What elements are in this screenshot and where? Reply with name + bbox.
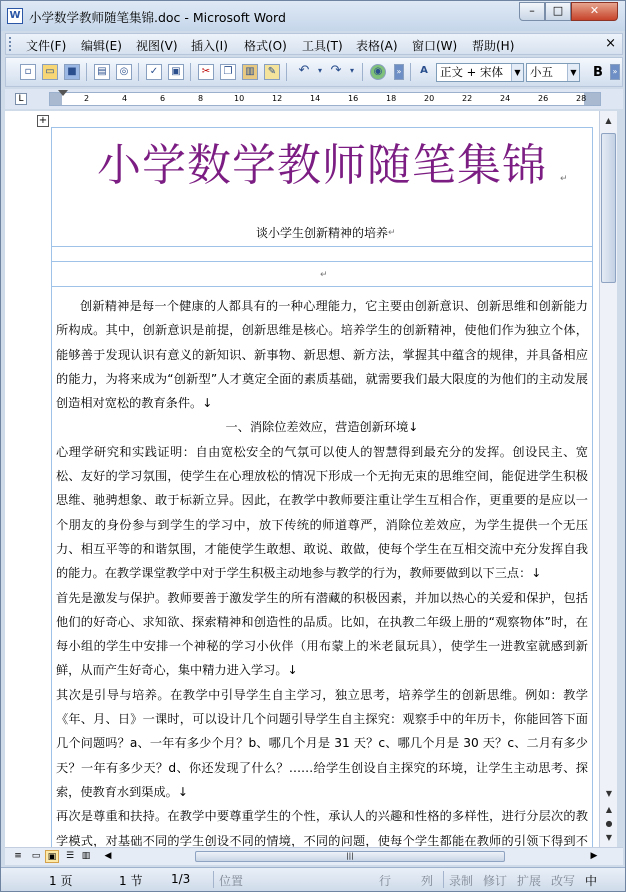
- styles-pane-icon[interactable]: A: [420, 65, 428, 76]
- font-size-combo-value: 小五: [530, 65, 553, 79]
- web-layout-icon[interactable]: ▭: [31, 851, 41, 861]
- menu-view[interactable]: 视图(V): [136, 39, 178, 53]
- menu-format[interactable]: 格式(O): [244, 39, 287, 53]
- scroll-right-icon[interactable]: ▶: [590, 851, 598, 861]
- hyperlink-icon[interactable]: ◉: [370, 64, 386, 80]
- menu-file[interactable]: 文件(F): [26, 39, 67, 53]
- save-icon[interactable]: ■: [64, 64, 80, 80]
- status-extend[interactable]: 扩展: [517, 874, 542, 888]
- ruler-tick: 26: [538, 94, 549, 103]
- menu-window[interactable]: 窗口(W): [412, 39, 458, 53]
- status-language: 中: [585, 874, 598, 888]
- status-page-of: 1/3: [171, 872, 191, 886]
- spelling-icon[interactable]: ✓: [146, 64, 162, 80]
- formatting-options-icon[interactable]: »: [610, 64, 620, 80]
- section-heading: 一、消除位差效应，营造创新环境↓: [225, 420, 419, 435]
- ruler-row: [5, 89, 623, 109]
- toolbar-options-icon[interactable]: »: [394, 64, 404, 80]
- menu-bar: [5, 33, 623, 55]
- previous-page-icon[interactable]: ▲: [605, 805, 613, 814]
- status-overtype[interactable]: 改写: [551, 874, 576, 888]
- reading-layout-icon[interactable]: ▥: [81, 851, 91, 861]
- window-title: 小学数学教师随笔集锦.doc - Microsoft Word: [29, 10, 286, 25]
- browse-object-icon[interactable]: ●: [605, 819, 613, 828]
- cut-icon[interactable]: ✂: [198, 64, 214, 80]
- ruler-tick: 10: [234, 94, 245, 103]
- print-preview-icon[interactable]: ◎: [116, 64, 132, 80]
- scroll-left-icon[interactable]: ◀: [104, 851, 112, 861]
- style-combo-value: 正文 + 宋体: [440, 65, 503, 79]
- ruler-tick: 12: [272, 94, 283, 103]
- title-bar: [1, 1, 625, 31]
- horizontal-scroll-row: [5, 847, 623, 865]
- vertical-scroll-thumb[interactable]: [601, 133, 616, 283]
- vertical-scrollbar[interactable]: [599, 111, 617, 847]
- scroll-down-icon[interactable]: ▼: [605, 789, 613, 798]
- font-size-dropdown-icon[interactable]: ▼: [567, 64, 579, 81]
- print-layout-icon[interactable]: ▣: [45, 850, 59, 863]
- body-paragraph: 再次是尊重和扶持。在教学中要尊重学生的个性，承认人的兴趣和性格的多样性，进行分层次的教学模式，对基础不同的学生创设不同的情境，不同的问题，使每个学生都能在教师的引领下得到不: [56, 809, 588, 847]
- menu-tools[interactable]: 工具(T): [302, 39, 343, 53]
- bold-button[interactable]: B: [593, 65, 603, 80]
- font-size-combo[interactable]: [526, 63, 580, 82]
- menu-insert[interactable]: 插入(I): [191, 39, 228, 53]
- status-position: 位置: [219, 874, 244, 888]
- ruler-tick: 28: [576, 94, 587, 103]
- body-paragraph: 其次是引导与培养。在教学中引导学生自主学习，独立思考，培养学生的创新思维。例如：教学《年、月、日》一课时，可以设计几个问题引导学生自主探究：观察手中的年历卡，你能回答下面几个问题吗？a、一年有多少个月？b、哪几个月是 31 天？c、哪几个月是 30 天？c、二月有多少天？一年有多少天？d、你还发现了什么？……给学生创设自主探究的环境，让学生主动思考、探索，使教育水到渠成。↓: [56, 687, 588, 799]
- document-area[interactable]: [5, 111, 599, 847]
- word-app-icon[interactable]: W: [7, 8, 23, 24]
- maximize-button[interactable]: □: [545, 2, 571, 21]
- menu-grip-icon[interactable]: [9, 37, 13, 51]
- table-move-handle-icon[interactable]: +: [38, 115, 48, 126]
- document-subtitle: 谈小学生创新精神的培养 ↵: [255, 226, 396, 240]
- paragraph-mark: ↵: [320, 270, 328, 280]
- ruler-tick: 20: [424, 94, 435, 103]
- copy-icon[interactable]: ❐: [220, 64, 236, 80]
- scroll-up-icon[interactable]: ▲: [605, 116, 612, 125]
- paragraph-mark: ↵: [560, 174, 568, 184]
- menu-help[interactable]: 帮助(H): [472, 39, 515, 53]
- tab-selector-icon[interactable]: L: [15, 93, 27, 105]
- status-record[interactable]: 录制: [449, 874, 474, 888]
- document-close-icon[interactable]: ×: [605, 36, 616, 51]
- normal-view-icon[interactable]: ≡: [14, 851, 22, 861]
- ruler-tick: 4: [122, 94, 128, 103]
- open-folder-icon[interactable]: ▭: [42, 64, 58, 80]
- ruler-tick: 8: [198, 94, 204, 103]
- style-dropdown-icon[interactable]: ▼: [511, 64, 523, 81]
- document-table: [51, 127, 593, 847]
- document-body[interactable]: [56, 294, 588, 847]
- redo-dropdown-icon[interactable]: ▾: [349, 66, 354, 75]
- style-combo[interactable]: [436, 63, 524, 82]
- ruler-tick: 22: [462, 94, 473, 103]
- menu-edit[interactable]: 编辑(E): [81, 39, 122, 53]
- horizontal-scroll-thumb[interactable]: |||: [195, 851, 505, 862]
- ruler-tick: 6: [160, 94, 166, 103]
- format-painter-icon[interactable]: ✎: [264, 64, 280, 80]
- ruler-tick: 24: [500, 94, 511, 103]
- document-title: 小学数学教师随笔集锦: [97, 140, 547, 191]
- first-line-indent-icon[interactable]: [58, 90, 68, 96]
- menu-table[interactable]: 表格(A): [356, 39, 398, 53]
- undo-dropdown-icon[interactable]: ▾: [317, 66, 322, 75]
- new-document-icon[interactable]: ▫: [20, 64, 36, 80]
- status-bar: [1, 867, 625, 891]
- next-page-icon[interactable]: ▼: [605, 833, 613, 842]
- ruler-tick: 14: [310, 94, 321, 103]
- research-icon[interactable]: ▣: [168, 64, 184, 80]
- body-paragraph: 首先是激发与保护。教师要善于激发学生的所有潜藏的积极因素，并加以热心的关爱和保护，包括他们的好奇心、求知欲、探索精神和创造性的品质。比如，在执教二年级上册的“观察物体”时，在每小组的学生中安排一个神秘的学习小伙伴（用布蒙上的米老鼠玩具），使学生一进教室就感到新鲜，从而产生好奇心，集中精力进入学习。↓: [56, 590, 588, 678]
- status-track-changes[interactable]: 修订: [483, 874, 508, 888]
- undo-icon[interactable]: ↶: [298, 63, 310, 78]
- status-section: 1 节: [119, 874, 143, 888]
- body-paragraph: 创新精神是每一个健康的人都具有的一种心理能力，它主要由创新意识、创新思维和创新能力所构成。其中，创新意识是前提，创新思维是核心。培养学生的创新精神，使他们作为独立个体，能够善于发现认识有意义的新知识、新事物、新思想、新方法，掌握其中蕴含的规律，并具备相应的能力，为将来成为“创新型”人才奠定全面的素质基础，就需要我们最大限度的为他们的主动发展创造相对宽松的教育条件。↓: [56, 299, 588, 411]
- body-paragraph: 心理学研究和实践证明：自由宽松安全的气氛可以使人的智慧得到最充分的发挥。创设民主、宽松、友好的学习氛围，使学生在心理放松的情况下形成一个无拘无束的思维空间，能促进学生积极思维、驰骋想象、敢于标新立异。因此，在教学中教师要注重让学生互相合作，更重要的是应以一个朋友的身份参与到学生的学习中，放下传统的师道尊严，消除位差效应，为学生提供一个无压力、相互平等的和谐氛围，才能使学生敢想、敢说、敢做，使每个学生在互相交流中充分发挥自我的能力。在教学课堂教学中对于学生积极主动地参与教学的行为，教师要做到以下三点：↓: [56, 444, 588, 581]
- status-line: 行: [379, 874, 392, 888]
- paste-icon[interactable]: ▥: [242, 64, 258, 80]
- ruler-tick: 16: [348, 94, 359, 103]
- ruler-tick: 2: [84, 94, 90, 103]
- print-icon[interactable]: ▤: [94, 64, 110, 80]
- status-page: 1 页: [49, 874, 73, 888]
- redo-icon[interactable]: ↷: [330, 63, 342, 78]
- standard-toolbar: [5, 57, 623, 87]
- close-button[interactable]: ✕: [571, 2, 618, 21]
- outline-view-icon[interactable]: ☰: [65, 851, 75, 861]
- horizontal-ruler[interactable]: [49, 92, 601, 106]
- status-column: 列: [421, 874, 434, 888]
- ruler-tick: 18: [386, 94, 397, 103]
- minimize-button[interactable]: –: [519, 2, 545, 21]
